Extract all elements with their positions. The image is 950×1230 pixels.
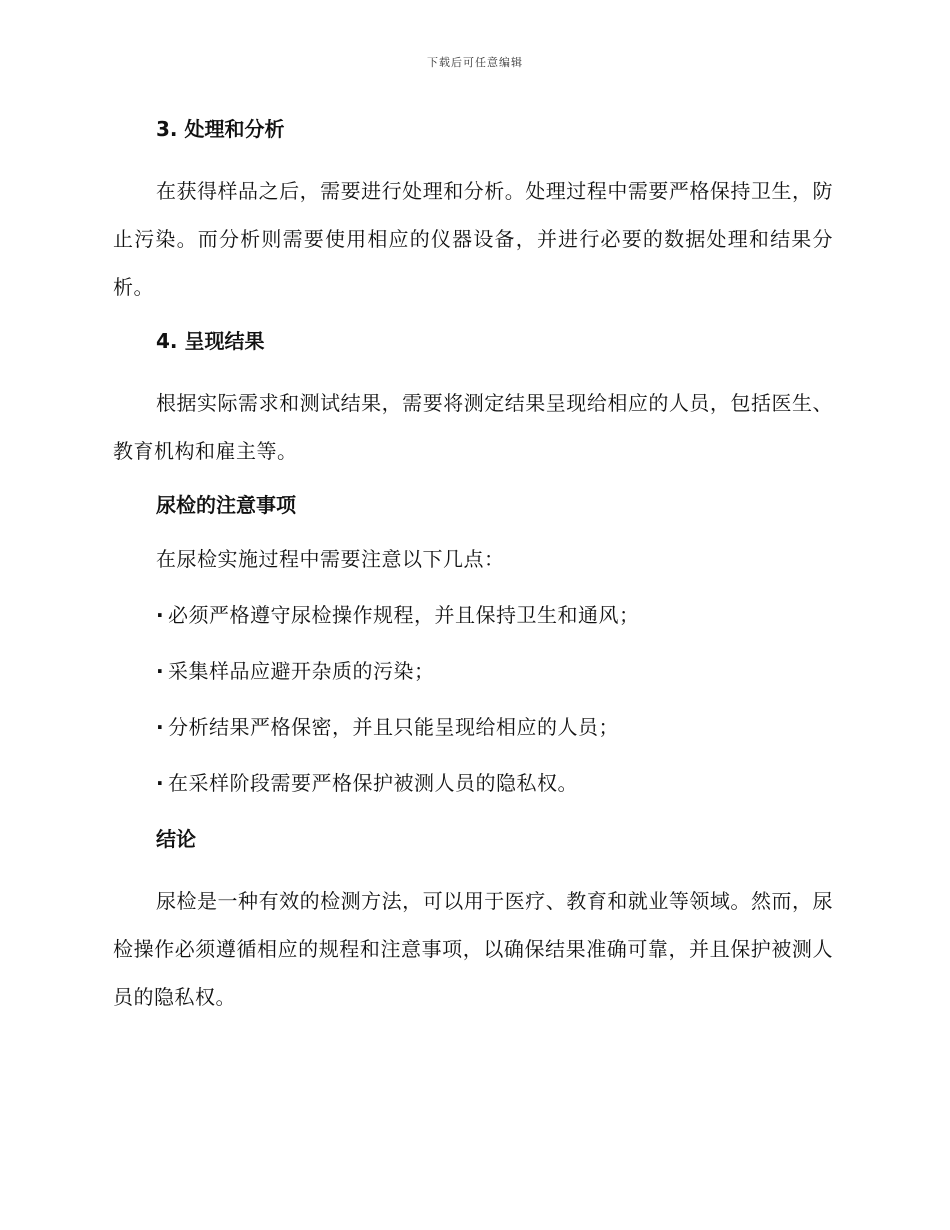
section-4-heading: 4. 呈现结果 [156, 329, 265, 353]
bullet-text: 必须严格遵守尿检操作规程，并且保持卫生和通风； [168, 603, 640, 627]
notes-intro: 在尿检实施过程中需要注意以下几点： [156, 547, 505, 571]
page-header-note: 下载后可任意编辑 [427, 56, 523, 69]
section-3-paragraph: 在获得样品之后，需要进行处理和分析。处理过程中需要严格保持卫生，防止污染。而分析则需要使用相应的仪器设备，并进行必要的数据处理和结果分析。 [113, 179, 833, 299]
bullet-text: 在采样阶段需要严格保护被测人员的隐私权。 [168, 771, 578, 795]
bullet-item [113, 711, 833, 743]
bullet-dot-icon: · [156, 659, 165, 683]
section-3-heading: 3. 处理和分析 [156, 117, 285, 141]
bullet-dot-icon: · [156, 771, 165, 795]
section-4-paragraph: 根据实际需求和测试结果，需要将测定结果呈现给相应的人员，包括医生、教育机构和雇主等。 [113, 391, 833, 463]
conclusion-paragraph: 尿检是一种有效的检测方法，可以用于医疗、教育和就业等领域。然而，尿检操作必须遵循相应的规程和注意事项，以确保结果准确可靠，并且保护被测人员的隐私权。 [113, 889, 833, 1009]
bullet-dot-icon: · [156, 603, 165, 627]
bullet-item [113, 599, 833, 631]
notes-heading: 尿检的注意事项 [156, 493, 296, 517]
bullet-dot-icon: · [156, 715, 165, 739]
bullet-text: 分析结果严格保密，并且只能呈现给相应的人员； [168, 715, 619, 739]
bullet-text: 采集样品应避开杂质的污染； [168, 659, 435, 683]
bullet-item [113, 655, 833, 687]
document-body [113, 113, 833, 1029]
bullet-item [113, 767, 833, 799]
conclusion-heading: 结论 [156, 827, 196, 851]
